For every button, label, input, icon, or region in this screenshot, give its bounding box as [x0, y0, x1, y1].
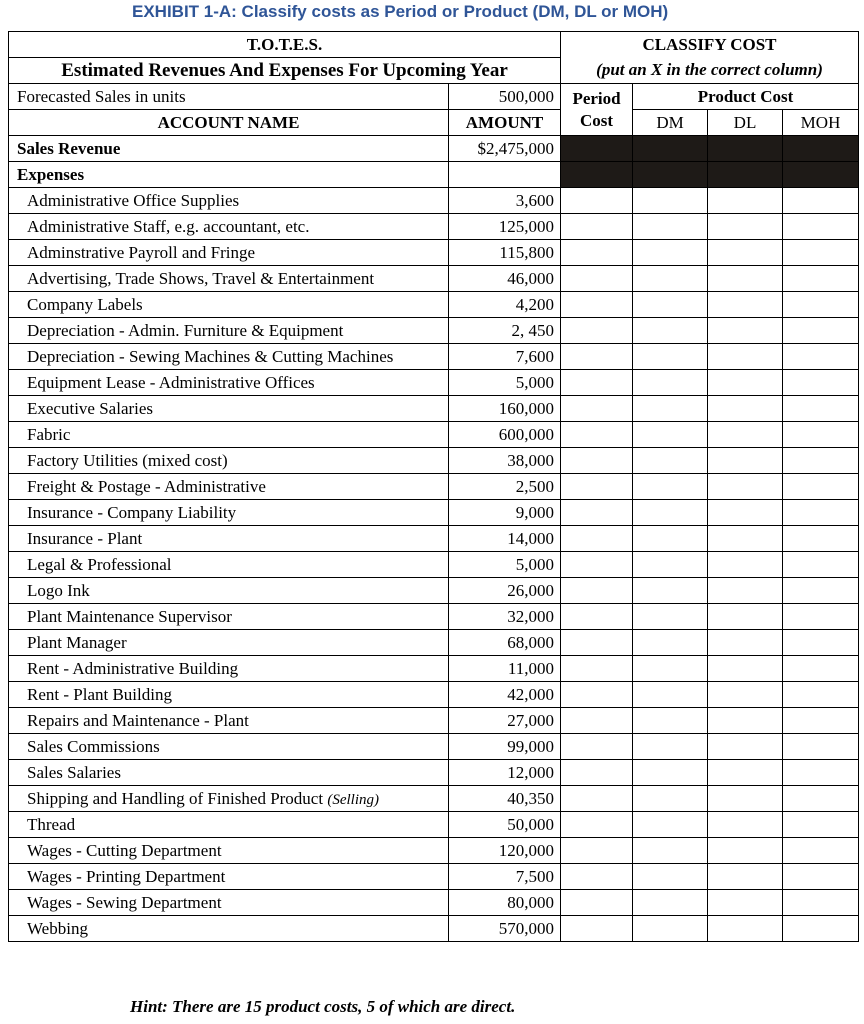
period-cell[interactable] — [561, 266, 633, 292]
account-amount: 7,600 — [449, 344, 561, 370]
table-row — [9, 760, 859, 786]
account-amount: 115,800 — [449, 240, 561, 266]
dm-cell[interactable] — [633, 786, 708, 812]
dm-cell[interactable] — [633, 370, 708, 396]
account-amount: 26,000 — [449, 578, 561, 604]
dl-cell[interactable] — [708, 760, 783, 786]
period-cell[interactable] — [561, 448, 633, 474]
table-row — [9, 214, 859, 240]
account-name — [9, 266, 449, 292]
dm-cell[interactable] — [633, 578, 708, 604]
dl-header: DL — [708, 110, 783, 136]
classify-instruction: (put an X in the correct column) — [561, 58, 859, 84]
dl-cell[interactable] — [708, 552, 783, 578]
table-row — [9, 838, 859, 864]
account-amount: 570,000 — [449, 916, 561, 942]
dm-cell[interactable] — [633, 500, 708, 526]
blocked-cell — [561, 162, 633, 188]
sales-revenue-label: Sales Revenue — [9, 136, 449, 162]
account-name — [9, 838, 449, 864]
blocked-cell — [561, 136, 633, 162]
moh-cell[interactable] — [783, 708, 859, 734]
table-row — [9, 786, 859, 812]
dm-cell[interactable] — [633, 474, 708, 500]
dm-cell[interactable] — [633, 396, 708, 422]
table-row — [9, 526, 859, 552]
period-line2: Cost — [579, 110, 614, 130]
period-cell[interactable] — [561, 916, 633, 942]
expenses-label: Expenses — [9, 162, 449, 188]
dl-cell[interactable] — [708, 448, 783, 474]
dm-cell[interactable] — [633, 682, 708, 708]
table-row — [9, 396, 859, 422]
period-cell[interactable] — [561, 318, 633, 344]
period-cell[interactable] — [561, 838, 633, 864]
account-amount: 125,000 — [449, 214, 561, 240]
dm-cell[interactable] — [633, 708, 708, 734]
account-name-text: Repairs and Maintenance - Plant — [27, 710, 249, 730]
dl-cell[interactable] — [708, 916, 783, 942]
account-name-text: Logo Ink — [27, 580, 90, 600]
account-name-text: Plant Manager — [27, 632, 127, 652]
dm-cell[interactable] — [633, 552, 708, 578]
dm-cell[interactable] — [633, 864, 708, 890]
account-name-text: Fabric — [27, 424, 71, 444]
product-cost-heading: Product Cost — [633, 84, 859, 110]
dm-cell[interactable] — [633, 318, 708, 344]
table-row — [9, 916, 859, 942]
period-cell[interactable] — [561, 474, 633, 500]
moh-header: MOH — [783, 110, 859, 136]
account-name — [9, 448, 449, 474]
table-row — [9, 552, 859, 578]
classification-table — [8, 31, 859, 942]
account-name — [9, 422, 449, 448]
classify-cost-heading: CLASSIFY COST — [561, 32, 859, 58]
account-name-text: Sales Commissions — [27, 736, 160, 756]
account-amount: 11,000 — [449, 656, 561, 682]
dl-cell[interactable] — [708, 812, 783, 838]
dm-cell[interactable] — [633, 344, 708, 370]
blocked-cell — [708, 136, 783, 162]
period-cost-heading — [561, 84, 633, 136]
table-row — [9, 890, 859, 916]
account-name — [9, 864, 449, 890]
dl-cell[interactable] — [708, 838, 783, 864]
dm-cell[interactable] — [633, 266, 708, 292]
sales-revenue-amount: $2,475,000 — [449, 136, 561, 162]
account-name — [9, 682, 449, 708]
table-row — [9, 292, 859, 318]
table-row — [9, 500, 859, 526]
period-cell[interactable] — [561, 214, 633, 240]
account-name-text: Wages - Printing Department — [27, 866, 226, 886]
moh-cell[interactable] — [783, 578, 859, 604]
moh-cell[interactable] — [783, 422, 859, 448]
moh-cell[interactable] — [783, 786, 859, 812]
moh-cell[interactable] — [783, 188, 859, 214]
account-name — [9, 318, 449, 344]
dm-cell[interactable] — [633, 422, 708, 448]
blocked-cell — [633, 136, 708, 162]
account-name — [9, 214, 449, 240]
dl-cell[interactable] — [708, 656, 783, 682]
dm-cell[interactable] — [633, 240, 708, 266]
dm-header: DM — [633, 110, 708, 136]
account-name-text: Adminstrative Payroll and Fringe — [27, 242, 256, 262]
table-row — [9, 734, 859, 760]
period-cell[interactable] — [561, 708, 633, 734]
moh-cell[interactable] — [783, 396, 859, 422]
account-name-text: Executive Salaries — [27, 398, 154, 418]
dl-cell[interactable] — [708, 266, 783, 292]
moh-cell[interactable] — [783, 474, 859, 500]
account-amount: 9,000 — [449, 500, 561, 526]
table-row — [9, 812, 859, 838]
moh-cell[interactable] — [783, 344, 859, 370]
account-name — [9, 760, 449, 786]
account-name — [9, 552, 449, 578]
dl-cell[interactable] — [708, 474, 783, 500]
moh-cell[interactable] — [783, 630, 859, 656]
dl-cell[interactable] — [708, 188, 783, 214]
period-cell[interactable] — [561, 656, 633, 682]
dm-cell[interactable] — [633, 448, 708, 474]
account-name-text: Shipping and Handling of Finished Product — [27, 788, 324, 808]
account-name-text: Rent - Plant Building — [27, 684, 172, 704]
dl-cell[interactable] — [708, 344, 783, 370]
account-name-text: Insurance - Company Liability — [27, 502, 237, 522]
dl-cell[interactable] — [708, 890, 783, 916]
table-row — [9, 656, 859, 682]
blocked-cell — [708, 162, 783, 188]
table-row — [9, 864, 859, 890]
dl-cell[interactable] — [708, 396, 783, 422]
dm-cell[interactable] — [633, 734, 708, 760]
account-amount: 68,000 — [449, 630, 561, 656]
account-amount: 600,000 — [449, 422, 561, 448]
amount-header: AMOUNT — [449, 110, 561, 136]
account-name — [9, 916, 449, 942]
account-name-text: Plant Maintenance Supervisor — [27, 606, 232, 626]
period-cell[interactable] — [561, 240, 633, 266]
dm-cell[interactable] — [633, 760, 708, 786]
account-name-text: Rent - Administrative Building — [27, 658, 239, 678]
account-name — [9, 344, 449, 370]
account-name-text: Administrative Staff, e.g. accountant, etc. — [27, 216, 310, 236]
dl-cell[interactable] — [708, 630, 783, 656]
account-name — [9, 240, 449, 266]
period-cell[interactable] — [561, 682, 633, 708]
account-amount: 50,000 — [449, 812, 561, 838]
period-cell[interactable] — [561, 526, 633, 552]
table-row — [9, 188, 859, 214]
period-cell[interactable] — [561, 370, 633, 396]
period-cell[interactable] — [561, 786, 633, 812]
table-row — [9, 708, 859, 734]
account-amount: 160,000 — [449, 396, 561, 422]
moh-cell[interactable] — [783, 370, 859, 396]
period-cell[interactable] — [561, 396, 633, 422]
dl-cell[interactable] — [708, 708, 783, 734]
dm-cell[interactable] — [633, 890, 708, 916]
moh-cell[interactable] — [783, 214, 859, 240]
account-name — [9, 734, 449, 760]
account-amount: 27,000 — [449, 708, 561, 734]
moh-cell[interactable] — [783, 734, 859, 760]
moh-cell[interactable] — [783, 448, 859, 474]
moh-cell[interactable] — [783, 812, 859, 838]
report-subtitle: Estimated Revenues And Expenses For Upcoming Year — [9, 58, 561, 84]
moh-cell[interactable] — [783, 916, 859, 942]
dm-cell[interactable] — [633, 292, 708, 318]
period-cell[interactable] — [561, 188, 633, 214]
account-amount: 2,500 — [449, 474, 561, 500]
account-name — [9, 526, 449, 552]
dm-cell[interactable] — [633, 604, 708, 630]
moh-cell[interactable] — [783, 682, 859, 708]
table-row — [9, 240, 859, 266]
dl-cell[interactable] — [708, 422, 783, 448]
dl-cell[interactable] — [708, 292, 783, 318]
period-cell[interactable] — [561, 604, 633, 630]
dm-cell[interactable] — [633, 526, 708, 552]
dl-cell[interactable] — [708, 864, 783, 890]
account-amount: 40,350 — [449, 786, 561, 812]
account-name-text: Insurance - Plant — [27, 528, 143, 548]
hint-text: Hint: There are 15 product costs, 5 of which are direct. — [130, 997, 516, 1016]
dl-cell[interactable] — [708, 682, 783, 708]
dl-cell[interactable] — [708, 214, 783, 240]
account-name-text: Factory Utilities (mixed cost) — [27, 450, 228, 470]
period-cell[interactable] — [561, 630, 633, 656]
account-name-text: Depreciation - Sewing Machines & Cutting Machines — [27, 346, 394, 366]
period-line1: Period — [572, 88, 621, 108]
account-note: (Selling) — [327, 791, 379, 808]
period-cell[interactable] — [561, 344, 633, 370]
account-name — [9, 630, 449, 656]
dl-cell[interactable] — [708, 318, 783, 344]
period-cell[interactable] — [561, 812, 633, 838]
moh-cell[interactable] — [783, 656, 859, 682]
account-amount: 46,000 — [449, 266, 561, 292]
account-name-text: Company Labels — [27, 294, 143, 314]
account-name — [9, 370, 449, 396]
dl-cell[interactable] — [708, 370, 783, 396]
account-name — [9, 786, 449, 812]
blocked-cell — [783, 136, 859, 162]
account-amount: 5,000 — [449, 552, 561, 578]
account-name — [9, 188, 449, 214]
account-name-text: Depreciation - Admin. Furniture & Equipment — [27, 320, 344, 340]
moh-cell[interactable] — [783, 604, 859, 630]
account-amount: 7,500 — [449, 864, 561, 890]
account-name — [9, 656, 449, 682]
account-name — [9, 500, 449, 526]
table-row — [9, 474, 859, 500]
account-amount: 38,000 — [449, 448, 561, 474]
table-row — [9, 344, 859, 370]
table-row — [9, 578, 859, 604]
moh-cell[interactable] — [783, 500, 859, 526]
moh-cell[interactable] — [783, 266, 859, 292]
moh-cell[interactable] — [783, 240, 859, 266]
period-cell[interactable] — [561, 422, 633, 448]
account-amount: 3,600 — [449, 188, 561, 214]
account-amount: 120,000 — [449, 838, 561, 864]
dl-cell[interactable] — [708, 734, 783, 760]
forecast-label: Forecasted Sales in units — [9, 84, 449, 110]
blocked-cell — [633, 162, 708, 188]
company-name: T.O.T.E.S. — [9, 32, 561, 58]
period-cell[interactable] — [561, 578, 633, 604]
account-amount: 80,000 — [449, 890, 561, 916]
account-amount: 12,000 — [449, 760, 561, 786]
account-name — [9, 292, 449, 318]
moh-cell[interactable] — [783, 838, 859, 864]
account-amount: 2, 450 — [449, 318, 561, 344]
account-amount: 5,000 — [449, 370, 561, 396]
account-name-text: Wages - Cutting Department — [27, 840, 222, 860]
account-name — [9, 578, 449, 604]
forecast-value: 500,000 — [449, 84, 561, 110]
dm-cell[interactable] — [633, 812, 708, 838]
table-row — [9, 318, 859, 344]
account-name-text: Legal & Professional — [27, 554, 172, 574]
moh-cell[interactable] — [783, 552, 859, 578]
dm-cell[interactable] — [633, 214, 708, 240]
exhibit-title: EXHIBIT 1-A: Classify costs as Period or Product (DM, DL or MOH) — [132, 2, 669, 21]
account-name-text: Sales Salaries — [27, 762, 121, 782]
account-name-text: Freight & Postage - Administrative — [27, 476, 266, 496]
table-row — [9, 266, 859, 292]
expenses-amount-empty — [449, 162, 561, 188]
account-amount: 99,000 — [449, 734, 561, 760]
account-name-text: Advertising, Trade Shows, Travel & Entertainment — [27, 268, 375, 288]
account-name-text: Webbing — [27, 918, 88, 938]
dl-cell[interactable] — [708, 240, 783, 266]
dl-cell[interactable] — [708, 604, 783, 630]
table-row — [9, 682, 859, 708]
account-name-text: Administrative Office Supplies — [27, 190, 240, 210]
moh-cell[interactable] — [783, 318, 859, 344]
table-row — [9, 370, 859, 396]
dl-cell[interactable] — [708, 500, 783, 526]
account-name-text: Thread — [27, 814, 76, 834]
account-name — [9, 396, 449, 422]
table-row — [9, 422, 859, 448]
period-cell[interactable] — [561, 734, 633, 760]
moh-cell[interactable] — [783, 292, 859, 318]
table-row — [9, 448, 859, 474]
account-name — [9, 604, 449, 630]
period-cell[interactable] — [561, 552, 633, 578]
dl-cell[interactable] — [708, 786, 783, 812]
table-row — [9, 630, 859, 656]
account-name-text: Equipment Lease - Administrative Offices — [27, 372, 315, 392]
account-name — [9, 890, 449, 916]
dm-cell[interactable] — [633, 916, 708, 942]
moh-cell[interactable] — [783, 864, 859, 890]
period-cell[interactable] — [561, 760, 633, 786]
account-amount: 14,000 — [449, 526, 561, 552]
period-cell[interactable] — [561, 864, 633, 890]
moh-cell[interactable] — [783, 760, 859, 786]
dl-cell[interactable] — [708, 526, 783, 552]
dm-cell[interactable] — [633, 188, 708, 214]
period-cell[interactable] — [561, 890, 633, 916]
dm-cell[interactable] — [633, 838, 708, 864]
account-name-header: ACCOUNT NAME — [9, 110, 449, 136]
account-amount: 32,000 — [449, 604, 561, 630]
table-row — [9, 604, 859, 630]
dm-cell[interactable] — [633, 630, 708, 656]
account-amount: 4,200 — [449, 292, 561, 318]
moh-cell[interactable] — [783, 890, 859, 916]
account-amount: 42,000 — [449, 682, 561, 708]
account-name-text: Wages - Sewing Department — [27, 892, 222, 912]
blocked-cell — [783, 162, 859, 188]
period-cell[interactable] — [561, 292, 633, 318]
moh-cell[interactable] — [783, 526, 859, 552]
account-name — [9, 812, 449, 838]
account-name — [9, 474, 449, 500]
account-name — [9, 708, 449, 734]
dm-cell[interactable] — [633, 656, 708, 682]
period-cell[interactable] — [561, 500, 633, 526]
dl-cell[interactable] — [708, 578, 783, 604]
